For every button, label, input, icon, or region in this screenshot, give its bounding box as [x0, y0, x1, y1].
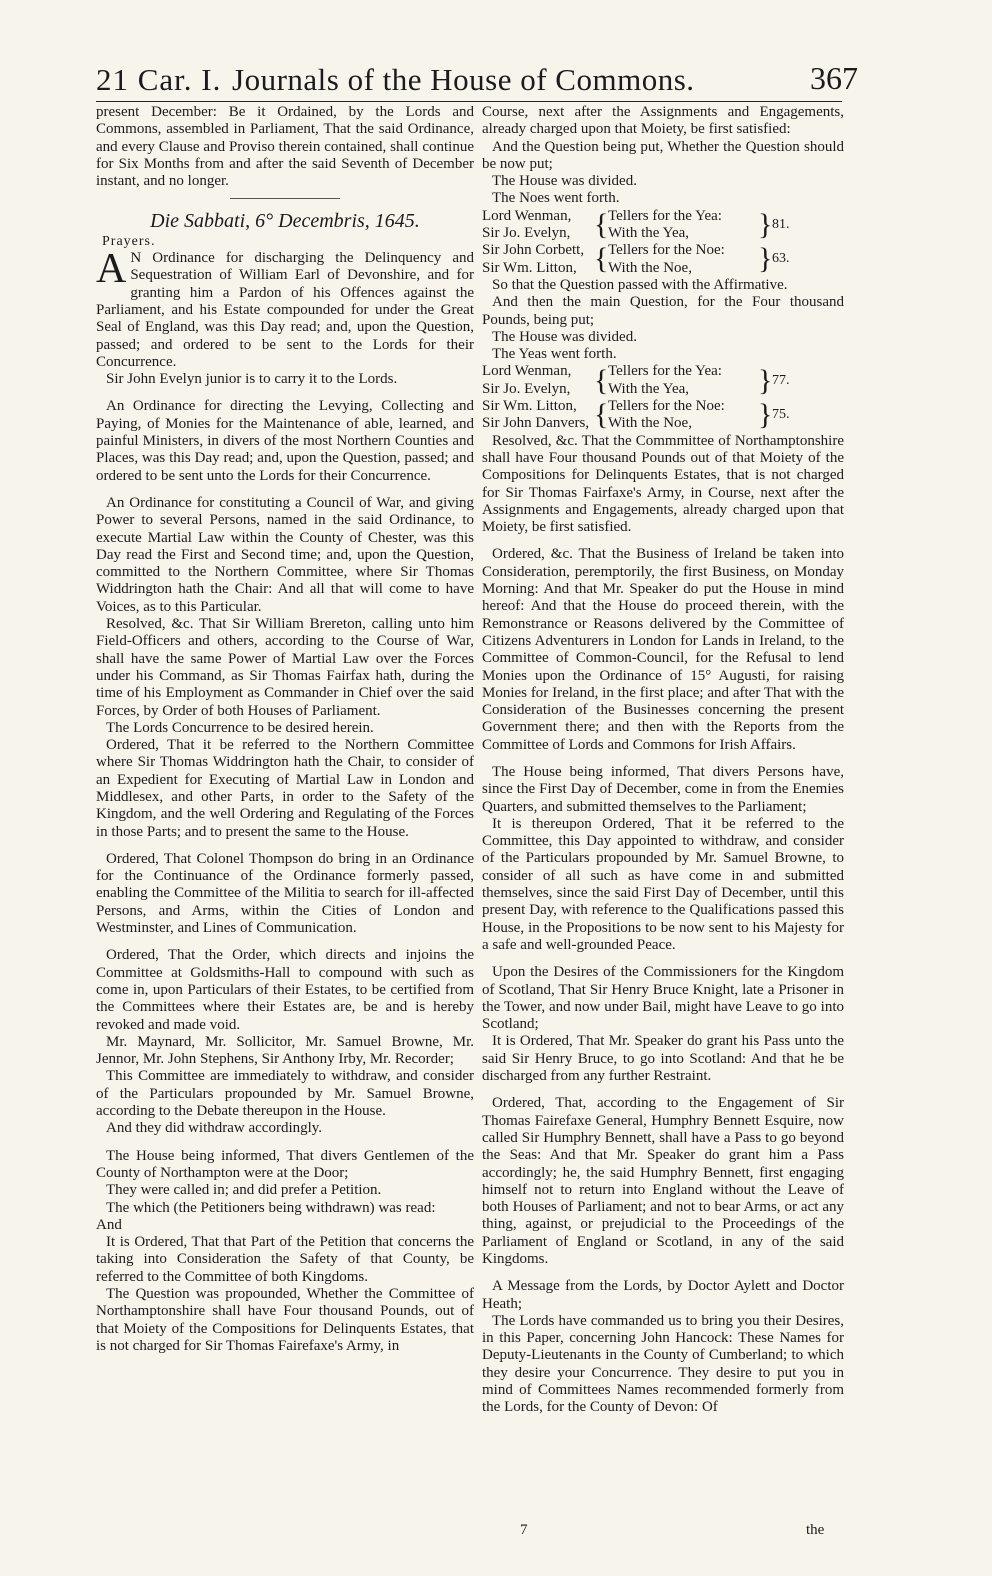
brace: } — [758, 208, 773, 242]
brace: } — [758, 242, 773, 276]
brace: { — [594, 242, 609, 276]
paragraph: The House being informed, That divers Gentlemen of the County of Northampton were at the Door; — [96, 1147, 474, 1181]
paragraph: It is Ordered, That that Part of the Petition that concerns the taking into Consideration the Safety of that County, be referred to the Committee of both Kingdoms. — [96, 1234, 474, 1285]
session-date: Die Sabbati, 6° Decembris, 1645. — [150, 210, 420, 233]
regnal-year: 21 Car. I. — [96, 62, 222, 97]
paragraph: The Yeas went forth. — [492, 346, 617, 363]
teller-name: Sir Jo. Evelyn, — [482, 225, 571, 242]
paragraph: The Lords Concurrence to be desired herein. — [106, 719, 374, 736]
noe-count: 75. — [772, 407, 790, 423]
yea-count: 77. — [772, 373, 790, 389]
noe-count: 63. — [772, 251, 790, 267]
tellers-table-1 — [482, 208, 844, 277]
yea-count: 81. — [772, 217, 790, 233]
paragraph: A N Ordinance for discharging the Delinquency and Sequestration of William Earl of Devonshire, and for granting him a Pardon of his Offences against the Parliament, and his Estate compounded for under the Great Seal of England, was this Day read; and, upon the Question, passed; and ordered to be sent to the Lords for their Concurrence. — [96, 246, 474, 370]
paragraph: Resolved, &c. That the Commmittee of Northamptonshire shall have Four thousand Pounds out of that Moiety of the Compositions for Delinquents Estates, that is not charged for Sir Thomas Fairfaxe's Army, in Course, next after the Assignments and Engagements, already charged upon that Moiety, be first satisfied. — [482, 432, 844, 536]
teller-name: Sir Wm. Litton, — [482, 398, 577, 415]
paragraph: present December: Be it Ordained, by the Lords and Commons, assembled in Parliament, That the said Ordinance, and every Clause and Proviso therein contained, shall continue for Six Months from and after the said Seventh of December instant, and no longer. — [96, 104, 474, 190]
drop-cap: A — [96, 246, 127, 293]
paragraph: Course, next after the Assignments and Engagements, already charged upon that Moiety, be first satisfied: — [482, 104, 844, 138]
paragraph: The House was divided. — [492, 173, 637, 190]
paragraph: The Lords have commanded us to bring you their Desires, in this Paper, concerning John Hancock: These Names for Deputy-Lieutenants in the County of Cumberland; to which they desire your Concurrence. They desire to put you in mind of Committees Names recommended formerly from the Lords, for the County of Devon: Of — [482, 1312, 844, 1416]
catchword: the — [806, 1522, 825, 1538]
paragraph: The House was divided. — [492, 328, 637, 345]
paragraph: So that the Question passed with the Affirmative. — [492, 276, 788, 293]
tellers-table-2 — [482, 363, 844, 432]
page-number: 367 — [810, 60, 858, 96]
paragraph: And the Question being put, Whether the Question should be now put; — [482, 138, 844, 172]
teller-role: Tellers for the Noe: — [608, 398, 725, 415]
brace: { — [594, 398, 609, 432]
paragraph: Ordered, That it be referred to the Northern Committee where Sir Thomas Widdrington hath the Chair, to consider of an Expedient for Executing of Martial Law in London and Middlesex, and other Parts, in order to the Safety of the Kingdom, and the well Ordering and Regulating of the Forces in those Parts; and to present the same to the House. — [96, 737, 474, 840]
brace: { — [594, 364, 609, 398]
teller-role: Tellers for the Yea: — [608, 363, 722, 380]
paragraph: And — [96, 1216, 122, 1233]
paragraph: An Ordinance for directing the Levying, Collecting and Paying, of Monies for the Maintenance of able, learned, and painful Ministers, in divers of the most Northern Counties and Places, was this Day read; and, upon the Question, passed; and ordered to be sent unto the Lords for their Concurrence. — [96, 398, 474, 484]
paragraph: The Noes went forth. — [492, 190, 620, 207]
prayers-heading: Prayers. — [102, 233, 156, 249]
brace: } — [758, 364, 773, 398]
paragraph: A Message from the Lords, by Doctor Aylett and Doctor Heath; — [482, 1278, 844, 1312]
separator — [230, 198, 340, 199]
paragraph: An Ordinance for constituting a Council of War, and giving Power to several Persons, named in the said Ordinance, to execute Martial Law within the County of Chester, was this Day read the First and Second time; and, upon the Question, committed to the Northern Committee, where Sir Thomas Widdrington hath the Chair: And all that will come to have Voices, as to this Particular. — [96, 494, 474, 615]
teller-role: With the Noe, — [608, 415, 692, 432]
paragraph: The House being informed, That divers Persons have, since the First Day of December, come in from the Enemies Quarters, and submitted themselves to the Parliament; — [482, 763, 844, 815]
teller-role: Tellers for the Yea: — [608, 207, 722, 224]
paragraph: Upon the Desires of the Commissioners for the Kingdom of Scotland, That Sir Henry Bruce Knight, late a Prisoner in the Tower, and now under Bail, might have Leave to go into Scotland; — [482, 964, 844, 1033]
paragraph: Sir John Evelyn junior is to carry it to the Lords. — [106, 371, 398, 388]
left-column — [96, 104, 474, 1355]
paragraph: Ordered, That, according to the Engagement of Sir Thomas Fairefaxe General, Humphry Bennett Esquire, now called Sir Humphry Bennett, shall have a Pass to go beyond the Seas: And that Mr. Speaker do grant him a Pass accordingly; he, the said Humphry Bennett, first engaging himself not to return into England without the Leave of both Houses of Parliament; and not to bear Arms, or act any thing, against, or prejudicial to the Proceedings of the Parliament of England or Scotland, in any of the said Kingdoms. — [482, 1095, 844, 1267]
teller-role: With the Noe, — [608, 259, 692, 276]
brace: } — [758, 398, 773, 432]
signature-mark: 7 — [520, 1522, 528, 1538]
paragraph: Ordered, &c. That the Business of Ireland be taken into Consideration, peremptorily, the first Business, on Monday Morning: And that Mr. Speaker do put the House in mind hereof: And that the House do proceed therein, with the Remonstrance or Reasons delivered by the Committee of Citizens Adventurers in London for Lands in Ireland, to the Committee of Common-Council, for the Refusal to lend Monies upon the Ordinance of 15° Augusti, for raising Monies for Ireland, in the first place; and after That with the Consideration of the Businesses concerning the present Government there; and then with the Reports from the Committee of Lords and Commons for Irish Affairs. — [482, 546, 844, 753]
teller-name: Sir Wm. Litton, — [482, 259, 577, 276]
paragraph: It is thereupon Ordered, That it be referred to the Committee, this Day appointed to withdraw, and consider of the Particulars propounded by Mr. Samuel Browne, to consider of all such as have come in and submitted themselves, since the said First Day of December, until this present Day, with reference to the Qualifications passed this House, in the Propositions to be now sent to his Majesty for a safe and well-grounded Peace. — [482, 815, 844, 953]
teller-role: With the Yea, — [608, 380, 690, 397]
running-header — [96, 56, 858, 100]
right-column — [482, 104, 844, 1417]
paragraph: This Committee are immediately to withdraw, and consider of the Particulars propounded by Mr. Samuel Browne, according to the Debate thereupon in the House. — [96, 1068, 474, 1120]
teller-role: With the Yea, — [608, 225, 690, 242]
paragraph: Mr. Maynard, Mr. Sollicitor, Mr. Samuel Browne, Mr. Jennor, Mr. John Stephens, Sir Anthony Irby, Mr. Recorder; — [96, 1033, 474, 1068]
brace: { — [594, 208, 609, 242]
header-rule — [96, 101, 842, 102]
teller-name: Sir Jo. Evelyn, — [482, 380, 571, 397]
teller-name: Lord Wenman, — [482, 207, 572, 224]
teller-name: Sir John Danvers, — [482, 415, 590, 432]
paragraph: They were called in; and did prefer a Petition. — [106, 1182, 382, 1199]
paragraph: It is Ordered, That Mr. Speaker do grant his Pass unto the said Sir Henry Bruce, to go into Scotland: And that he be discharged from any further Restraint. — [482, 1033, 844, 1085]
journal-title: Journals of the House of Commons. — [232, 62, 695, 97]
paragraph: Ordered, That Colonel Thompson do bring in an Ordinance for the Continuance of the Ordinance formerly passed, enabling the Committee of the Militia to search for ill-affected Persons, and Arms, within the Cities of London and Westminster, and Lines of Communication. — [96, 850, 474, 937]
paragraph: Ordered, That the Order, which directs and injoins the Committee at Goldsmiths-Hall to compound with such as come in, upon Particulars of their Estates, to be certified from the Committees where their Estates are, be and is hereby revoked and made void. — [96, 947, 474, 1033]
teller-name: Sir John Corbett, — [482, 242, 585, 259]
paragraph: The Question was propounded, Whether the Committee of Northamptonshire shall have Four thousand Pounds, out of that Moiety of the Compositions for Delinquents Estates, that is not charged for Sir Thomas Fairefaxe's Army, in — [96, 1286, 474, 1354]
paragraph: And they did withdraw accordingly. — [106, 1120, 323, 1137]
paragraph: And then the main Question, for the Four thousand Pounds, being put; — [482, 294, 844, 328]
teller-role: Tellers for the Noe: — [608, 242, 725, 259]
paragraph: The which (the Petitioners being withdrawn) was read: — [106, 1199, 436, 1216]
teller-name: Lord Wenman, — [482, 363, 572, 380]
paragraph: Resolved, &c. That Sir William Brereton, calling unto him Field-Officers and others, according to the Course of War, shall have the same Power of Martial Law over the Forces under his Command, as Sir Thomas Fairfax hath, during the time of his Employment as Commander in Chief over the said Forces, by Order of both Houses of Parliament. — [96, 616, 474, 719]
